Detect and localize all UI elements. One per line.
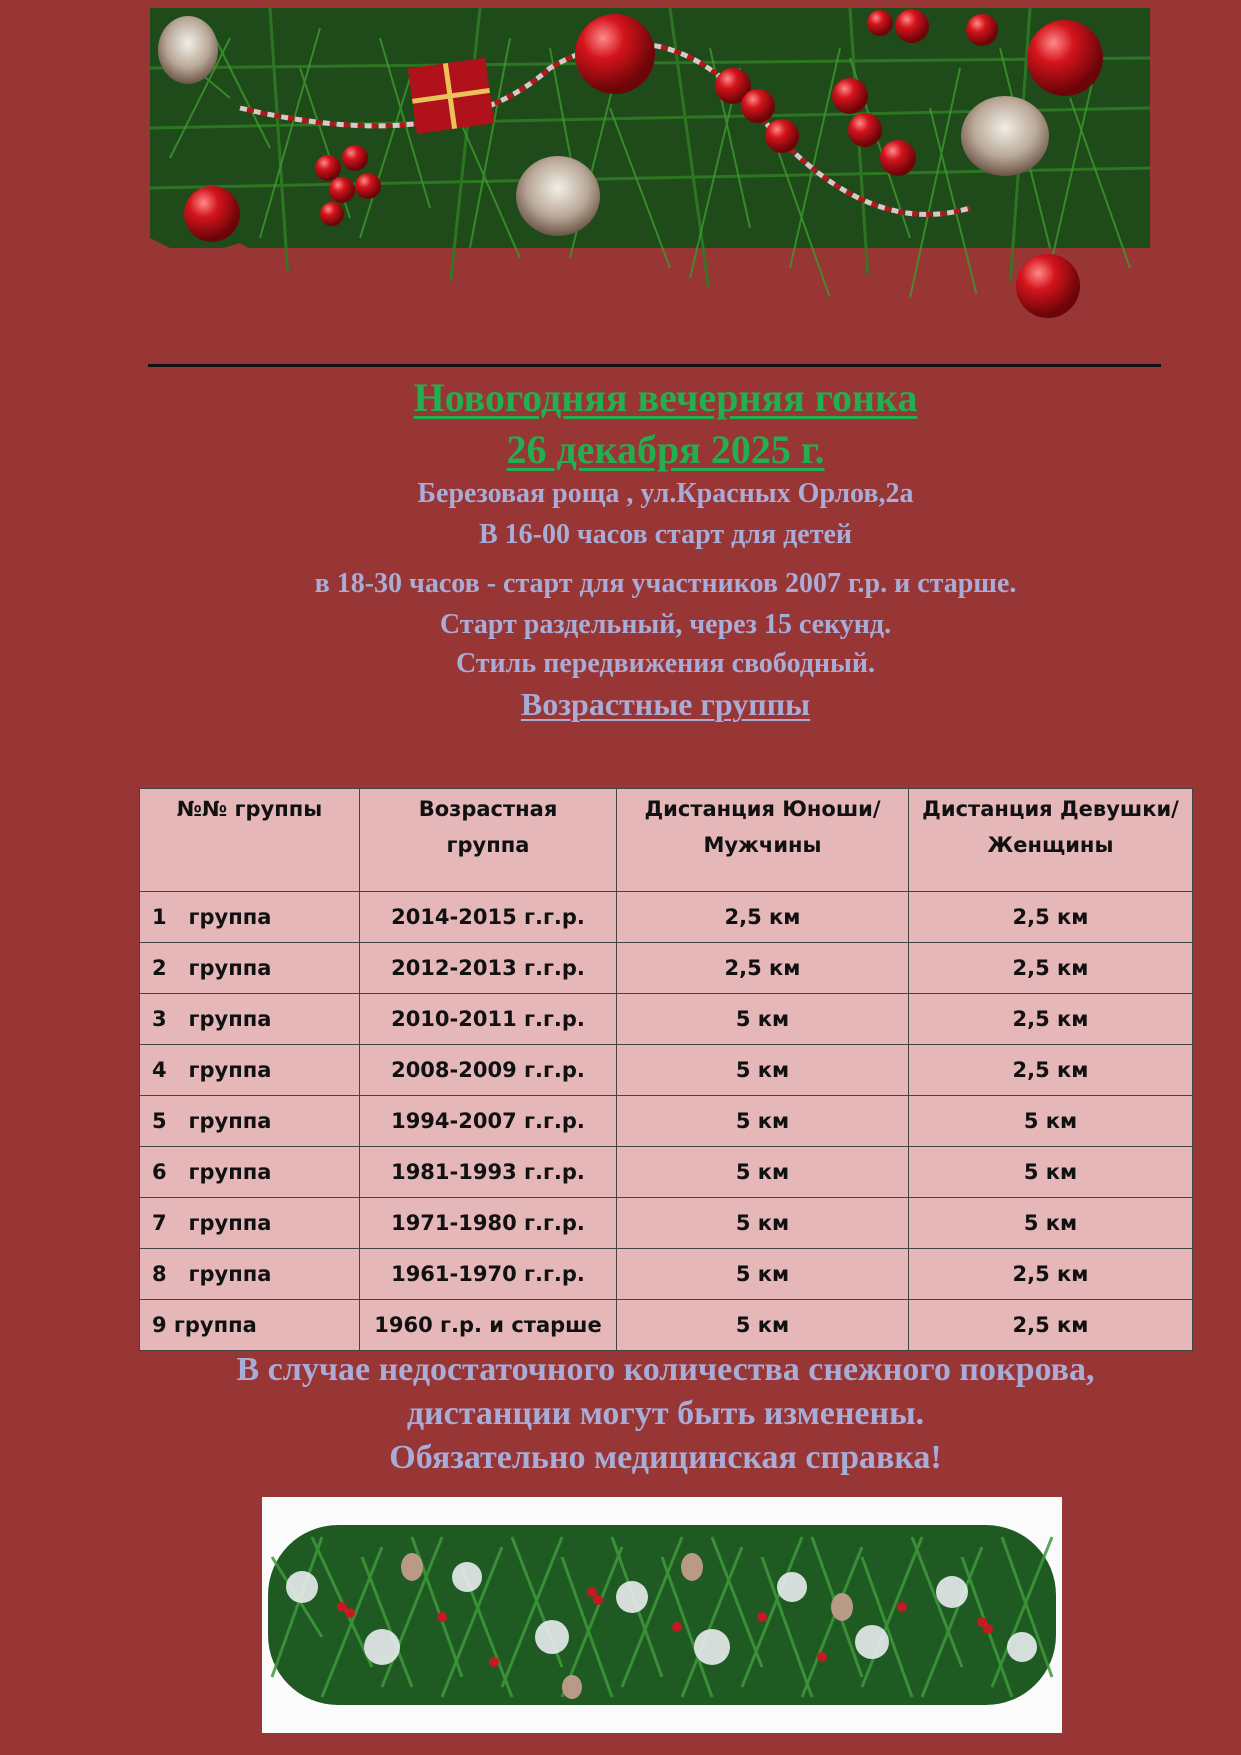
- table-row: [140, 1147, 1193, 1198]
- header-distance-male: Дистанция Юноши/Мужчины: [617, 789, 909, 892]
- distance-female-cell: 2,5 км: [909, 1045, 1193, 1096]
- table-header-row: [140, 789, 1193, 892]
- horizontal-rule: [148, 364, 1161, 367]
- group-number-cell: 6 группа: [140, 1147, 360, 1198]
- group-number-cell: 9 группа: [140, 1300, 360, 1351]
- footer-line-3: Обязательно медицинская справка!: [389, 1439, 942, 1476]
- distance-female-cell: 5 км: [909, 1198, 1193, 1249]
- group-number-cell: 7 группа: [140, 1198, 360, 1249]
- distance-male-cell: 5 км: [617, 1045, 909, 1096]
- distance-male-cell: 5 км: [617, 1198, 909, 1249]
- age-range-cell: 2008-2009 г.г.р.: [360, 1045, 617, 1096]
- age-range-cell: 2014-2015 г.г.р.: [360, 892, 617, 943]
- group-number-cell: 8 группа: [140, 1249, 360, 1300]
- distance-female-cell: 2,5 км: [909, 892, 1193, 943]
- table-row: [140, 943, 1193, 994]
- adult-start-text: в 18-30 часов - старт для участников 2007 г.р. и старше.: [314, 568, 1017, 599]
- table-row: [140, 1249, 1193, 1300]
- kids-start-text: В 16-00 часов старт для детей: [478, 519, 853, 550]
- table-row: [140, 1198, 1193, 1249]
- table-row: [140, 1300, 1193, 1351]
- distance-male-cell: 2,5 км: [617, 943, 909, 994]
- header-age-group: Возрастная группа: [360, 789, 617, 892]
- start-type-text: Старт раздельный, через 15 секунд.: [439, 609, 892, 640]
- footer-line-2: дистанции могут быть изменены.: [406, 1395, 925, 1432]
- title-line-2: 26 декабря 2025 г.: [506, 427, 825, 472]
- table-row: [140, 1096, 1193, 1147]
- title-line-1: Новогодняя вечерняя гонка: [413, 375, 918, 420]
- age-range-cell: 1971-1980 г.г.р.: [360, 1198, 617, 1249]
- footer-line-1: В случае недостаточного количества снежного покрова,: [236, 1351, 1095, 1388]
- footer-notice: [0, 1348, 1241, 1480]
- group-number-cell: 1 группа: [140, 892, 360, 943]
- age-range-cell: 1994-2007 г.г.р.: [360, 1096, 617, 1147]
- age-range-cell: 1961-1970 г.г.р.: [360, 1249, 617, 1300]
- location-text: Березовая роща , ул.Красных Орлов,2а: [417, 478, 914, 509]
- ski-style-text: Стиль передвижения свободный.: [455, 648, 876, 679]
- distance-female-cell: 5 км: [909, 1147, 1193, 1198]
- age-groups-table: [139, 788, 1192, 1351]
- garland-image: [262, 1497, 1062, 1733]
- table-row: [140, 1045, 1193, 1096]
- distance-female-cell: 2,5 км: [909, 943, 1193, 994]
- distance-male-cell: 2,5 км: [617, 892, 909, 943]
- distance-female-cell: 5 км: [909, 1096, 1193, 1147]
- event-title: [0, 372, 1241, 476]
- distance-male-cell: 5 км: [617, 1249, 909, 1300]
- header-distance-female: Дистанция Девушки/Женщины: [909, 789, 1193, 892]
- fir-branches-banner-image: [150, 8, 1150, 348]
- group-number-cell: 2 группа: [140, 943, 360, 994]
- distance-male-cell: 5 км: [617, 1147, 909, 1198]
- group-number-cell: 3 группа: [140, 994, 360, 1045]
- age-range-cell: 1981-1993 г.г.р.: [360, 1147, 617, 1198]
- distance-female-cell: 2,5 км: [909, 1300, 1193, 1351]
- group-number-cell: 4 группа: [140, 1045, 360, 1096]
- header-group-number: №№ группы: [140, 789, 360, 892]
- distance-female-cell: 2,5 км: [909, 994, 1193, 1045]
- distance-male-cell: 5 км: [617, 1096, 909, 1147]
- age-range-cell: 1960 г.р. и старше: [360, 1300, 617, 1351]
- distance-male-cell: 5 км: [617, 1300, 909, 1351]
- table-row: [140, 994, 1193, 1045]
- age-range-cell: 2012-2013 г.г.р.: [360, 943, 617, 994]
- group-number-cell: 5 группа: [140, 1096, 360, 1147]
- distance-female-cell: 2,5 км: [909, 1249, 1193, 1300]
- age-range-cell: 2010-2011 г.г.р.: [360, 994, 617, 1045]
- distance-male-cell: 5 км: [617, 994, 909, 1045]
- age-groups-heading: Возрастные группы: [520, 686, 811, 722]
- table-row: [140, 892, 1193, 943]
